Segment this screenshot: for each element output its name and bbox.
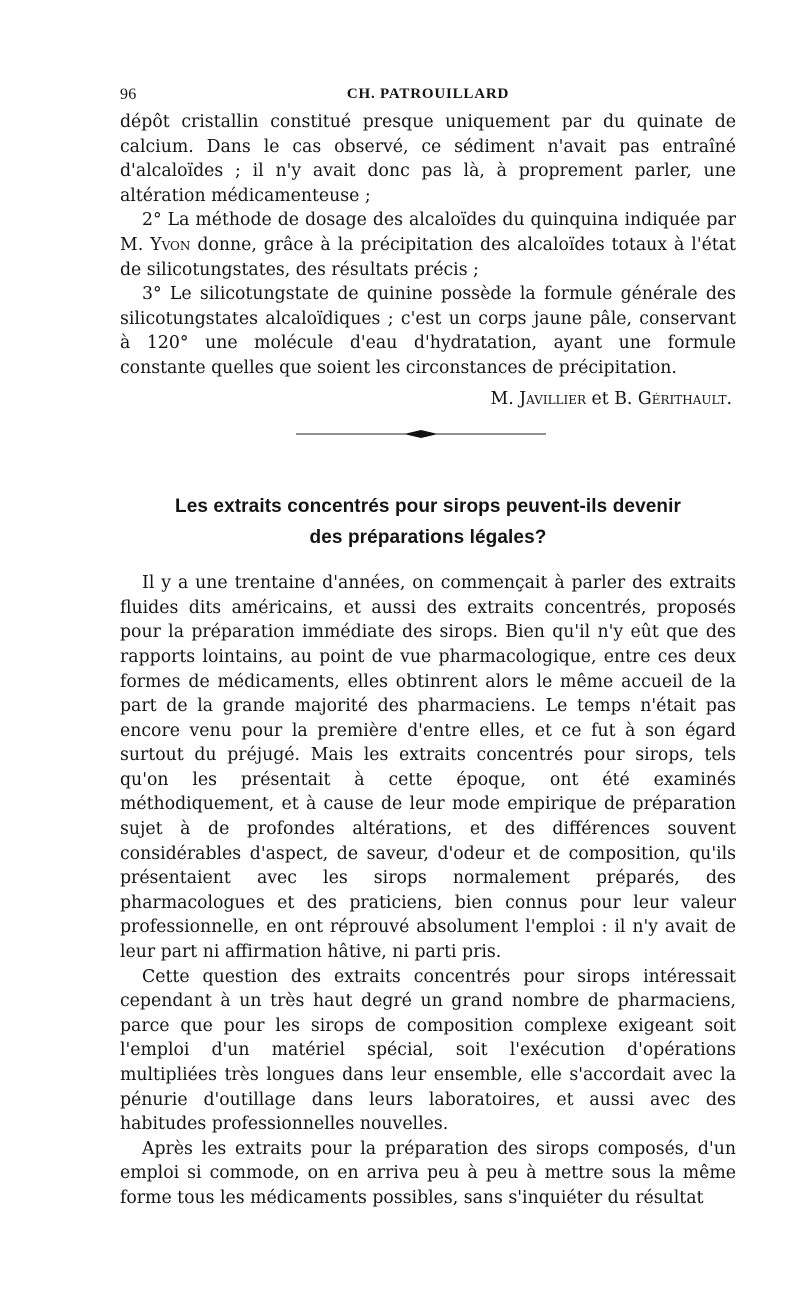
signature: M. Javillier et B. Gérithault. bbox=[490, 388, 732, 409]
running-title: CH. PATROUILLARD bbox=[346, 86, 510, 102]
section-divider bbox=[120, 425, 736, 445]
divider-ornament-icon bbox=[296, 427, 546, 441]
paragraph: 2° La méthode de dosage des alcaloïdes du quinquina indiquée par M. Yvon donne, grâce à la précipitation des alcaloïdes totaux à l'état de silicotungstates, des résultats précis ; bbox=[120, 210, 737, 280]
paragraph: Après les extraits pour la préparation des sirops composés, d'un emploi si commode, on en arriva peu à peu à mettre sous la même forme tous les médicaments possibles, sans s'inquiéter du résultat bbox=[120, 1138, 736, 1208]
paragraph: dépôt cristallin constitué presque uniquement par du quinate de calcium. Dans le cas observé, ce sédiment n'avait pas entraîné d'alcaloïdes ; il n'y avait donc pas là, à proprement parler, une altération médicamenteuse ; bbox=[120, 112, 736, 206]
author-name: Yvon bbox=[150, 234, 191, 255]
page bbox=[120, 84, 736, 1211]
paragraph: 3° Le silicotungstate de quinine possède la formule générale des silicotungstates alcaloïdiques ; c'est un corps jaune pâle, conservant à 120° une molécule d'eau d'hydratation, ayant une formule constante quelles que soient les circonstances de précipitation. bbox=[120, 284, 736, 378]
paragraph: Il y a une trentaine d'années, on commençait à parler des extraits fluides dits américains, et aussi des extraits concentrés, proposés pour la préparation immédiate des sirops. Bien qu'il n'y eût que des rapports lointains, au point de vue pharmacologique, entre ces deux formes de médicaments, elles obtinrent alors le même accueil de la part de la grande majorité des pharmaciens. Le temps n'était pas encore venu pour la première d'entre elles, et ce fut à son égard surtout du préjugé. Mais les extraits concentrés pour sirops, tels qu'on les présentait à cette époque, ont été examinés méthodiquement, et à cause de leur mode empirique de préparation sujet à de profondes altérations, et des différences souvent considérables d'aspect, de saveur, d'odeur et de composition, qu'ils présentaient avec les sirops normalement préparés, des pharmacologues et des praticiens, bien connus pour leur valeur professionnelle, en ont réprouvé absolument l'emploi : il n'y avait de leur part ni affirmation hâtive, ni parti pris. bbox=[120, 573, 736, 963]
page-header bbox=[120, 84, 736, 110]
article-title: Les extraits concentrés pour sirops peuvent-ils devenir des préparations légales? bbox=[175, 496, 681, 549]
paragraph: Cette question des extraits concentrés pour sirops intéressait cependant à un très haut degré un grand nombre de pharmaciens, parce que pour les sirops de composition complexe exigeant soit l'emploi d'un matériel spécial, soit l'exécution d'opérations multipliées très longues dans leur ensemble, elle s'accordait avec la pénurie d'outillage dans leurs laboratoires, et aussi avec des habitudes professionnelles nouvelles. bbox=[120, 966, 736, 1135]
page-number: 96 bbox=[120, 86, 137, 103]
article-body bbox=[120, 571, 736, 1210]
